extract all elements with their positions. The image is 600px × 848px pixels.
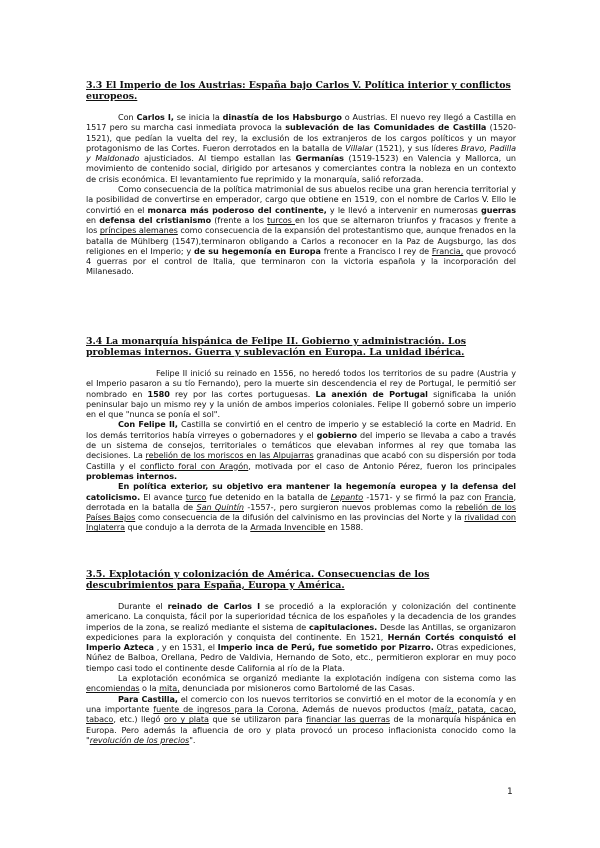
paragraph: Como consecuencia de la política matrimonial de sus abuelos recibe una gran herencia territorial y la posibilidad de convertirse en emperador, cargo que obtiene en 1519, con el nombre de Carlos V. Ello le convirtió en el monarca más poderoso del continente, y le llevó a intervenir en numerosas guerras en defensa del cristianismo (frente a los turcos en los que se alternaron triunfos y fracasos y frente a los príncipes alemanes como consecuencia de la expansión del protestantismo que, aunque frenados en la batalla de Mühlberg (1547),terminaron obligando a Carlos a reconocer en la Paz de Augsburgo, las dos religiones en el Imperio; y de su hegemonía en Europa frente a Francisco I rey de Francia, que provocó 4 guerras por el control de Italia, que terminaron con la victoria española y la incorporación del Milanesado.: [86, 184, 517, 277]
paragraph: La explotación económica se organizó mediante la explotación indígena con sistema como las encomiendas o la mita, denunciada por misioneros como Bartolomé de las Casas.: [86, 673, 516, 694]
paragraph: Con Carlos I, se inicia la dinastía de los Habsburgo o Austrias. El nuevo rey llegó a Castilla en 1517 pero su marcha casi inmediata provoca la sublevación de las Comunidades de Castilla (1520-1521), que pedían la vuelta del rey, la exclusión de los extranjeros de los cargos políticos y un mayor protagonismo de las Cortes. Fueron derrotados en la batalla de Villalar (1521), y sus líderes Bravo, Padilla y Maldonado ajusticiados. Al tiempo estallan las Germanías (1519-1523) en Valencia y Mallorca, un movimiento de contenido social, dirigido por artesanos y comerciantes contra la nobleza en un contexto de crisis económica. El levantamiento fue reprimido y la monarquía, salió reforzada.: [86, 112, 517, 184]
section-heading: 3.3 El Imperio de los Austrias: España bajo Carlos V. Política interior y conflictos europeos.: [86, 80, 511, 102]
paragraph: Para Castilla, el comercio con los nuevos territorios se convirtió en el motor de la economía y en una importante fuente de ingresos para la Corona. Además de nuevos productos (maíz, patata, cacao, tabaco, etc.) llegó oro y plata que se utilizaron para financiar las guerras de la monarquía hispánica en Europa. Pero además la afluencia de oro y plata provocó un proceso inflacionista conocido como la "revolución de los precios".: [86, 693, 517, 745]
section-heading: 3.4 La monarquía hispánica de Felipe II. Gobierno y administración. Los problemas internos. Guerra y sublevación en Europa. La unidad ibérica.: [86, 336, 467, 358]
section-3-3: [86, 80, 516, 277]
paragraph: En política exterior, su objetivo era mantener la hegemonía europea y la defensa del catolicismo. El avance turco fue detenido en la batalla de Lepanto -1571- y se firmó la paz con Francia, derrotada en la batalla de San Quintín -1557-, pero surgieron nuevos problemas como la rebelión de los Países Bajos como consecuencia de la difusión del calvinismo en las provincias del Norte y la rivalidad con Inglaterra que condujo a la derrota de la Armada Invencible en 1588.: [86, 481, 516, 533]
section-3-4: [86, 336, 516, 533]
paragraph: Con Felipe II, Castilla se convirtió en el centro de imperio y se estableció la corte en Madrid. En los demás territorios había virreyes o gobernadores y el gobierno del imperio se llevaba a cabo a través de un sistema de consejos, territoriales o temáticos que elevaban informes al rey que tomaba las decisiones. La rebelión de los moriscos en las Alpujarras granadinas que acabó con su dispersión por toda Castilla y el conflicto foral con Aragón, motivada por el caso de Antonio Pérez, fueron los principales problemas internos.: [86, 419, 516, 481]
section-heading: 3.5. Explotación y colonización de América. Consecuencias de los descubrimientos para España, Europa y América.: [86, 569, 430, 591]
section-3-5: [86, 569, 516, 745]
paragraph: Felipe II inició su reinado en 1556, no heredó todos los territorios de su padre (Austria y el Imperio pasaron a su tío Fernando), pero la muerte sin descendencia el rey de Portugal, le permitió ser nombrado en 1580 rey por las cortes portuguesas. La anexión de Portugal significaba la unión peninsular bajo un mismo rey y la unión de ambos imperios coloniales. Felipe II gobernó sobre un imperio en el que "nunca se ponía el sol".: [86, 368, 516, 420]
page-number: 1: [507, 787, 513, 797]
paragraph: Durante el reinado de Carlos I se procedió a la exploración y colonización del continente americano. La conquista, fácil por la superioridad técnica de los españoles y la decadencia de los grandes imperios de la zona, se realizó mediante el sistema de capitulaciones. Desde las Antillas, se organizaron expediciones para la exploración y conquista del continente. En 1521, Hernán Cortés conquistó el Imperio Azteca , y en 1531, el Imperio inca de Perú, fue sometido por Pizarro. Otras expediciones, Núñez de Balboa, Orellana, Pedro de Valdivia, Hernando de Soto, etc., permitieron explorar en muy poco tiempo casi todo el continente desde California al río de la Plata.: [86, 601, 516, 673]
